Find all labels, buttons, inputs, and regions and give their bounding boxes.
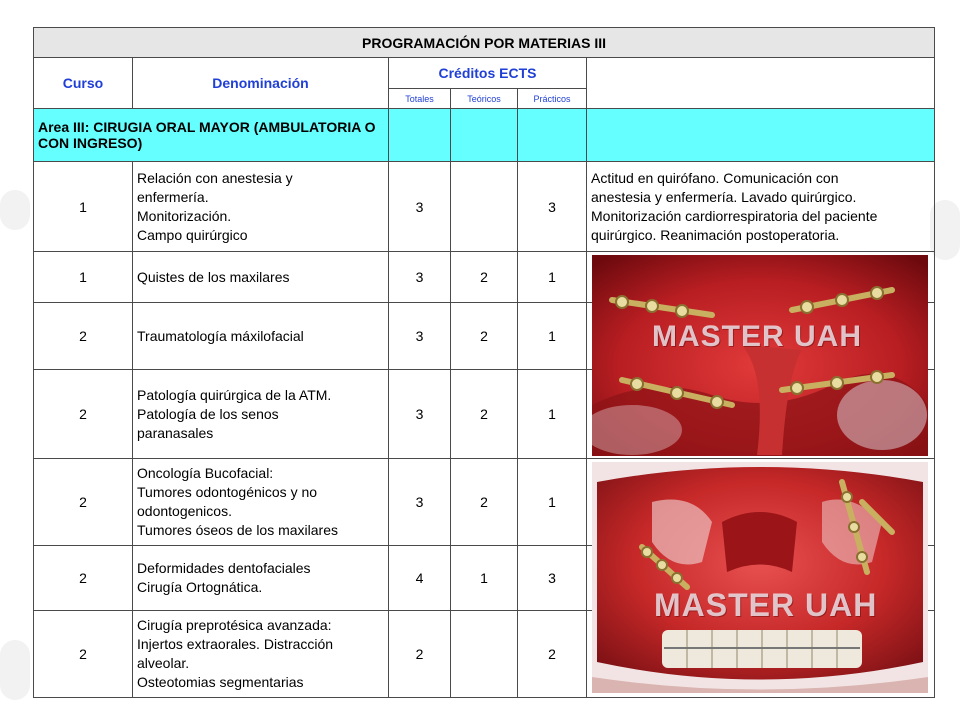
curso-cell: 2 [34,546,133,611]
denominacion-cell [133,459,389,546]
header-empty [587,58,935,109]
table-title: PROGRAMACIÓN POR MATERIAS III [34,28,935,58]
teoricos-cell: 2 [451,303,518,370]
background-watermark [0,640,30,700]
header-totales: Totales [389,89,451,109]
practicos-cell: 1 [518,303,587,370]
totales-cell: 3 [389,162,451,252]
denominacion-line: Campo quirúrgico [137,226,248,243]
area-cell [518,109,587,162]
area-cell [389,109,451,162]
area-title: Area III: CIRUGIA ORAL MAYOR (AMBULATORIA O CON INGRESO) [34,109,389,162]
denominacion-line: alveolar. [137,655,190,671]
curso-cell: 2 [34,303,133,370]
denominacion-line: odontogenicos. [137,503,232,519]
denominacion-line: Monitorización. [137,207,232,224]
curso-cell: 1 [34,252,133,303]
totales-cell: 2 [389,611,451,698]
denominacion-cell [133,370,389,459]
denominacion-line: Oncología Bucofacial: [137,465,274,481]
denominacion-line: Tumores óseos de los maxilares [137,522,339,538]
denominacion-cell [133,162,389,252]
teoricos-cell [451,611,518,698]
descripcion-line: quirúrgico. Reanimación postoperatoria. [591,226,840,243]
denominacion-cell [133,611,389,698]
denominacion-cell [133,546,389,611]
curso-cell: 2 [34,611,133,698]
teoricos-cell [451,162,518,252]
descripcion-line: Monitorización cardiorrespiratoria del paciente [591,207,878,224]
denominacion-line: enfermería. [137,188,209,205]
photo-watermark: MASTER UAH [652,320,862,353]
area-cell [587,109,935,162]
practicos-cell: 2 [518,611,587,698]
background-watermark [0,190,30,230]
header-teoricos: Teóricos [451,89,518,109]
surgical-photo-mouth [592,462,928,693]
header-denominacion: Denominación [133,58,389,109]
teoricos-cell: 2 [451,370,518,459]
denominacion-cell [133,252,389,303]
curso-cell: 2 [34,370,133,459]
denominacion-line: Osteotomias segmentarias [137,674,304,690]
curso-cell: 2 [34,459,133,546]
teoricos-cell: 2 [451,252,518,303]
denominacion-line: Tumores odontogénicos y no [137,484,318,500]
teoricos-cell: 1 [451,546,518,611]
practicos-cell: 3 [518,546,587,611]
area-cell [451,109,518,162]
denominacion-cell [133,303,389,370]
photo-watermark: MASTER UAH [654,587,878,623]
teoricos-cell: 2 [451,459,518,546]
denominacion-line: Deformidades dentofaciales [137,560,311,576]
descripcion-cell [587,162,935,252]
header-curso: Curso [34,58,133,109]
descripcion-line: anestesia y enfermería. Lavado quirúrgico. [591,188,857,205]
totales-cell: 4 [389,546,451,611]
totales-cell: 3 [389,370,451,459]
denominacion-line: paranasales [137,424,214,441]
totales-cell: 3 [389,303,451,370]
denominacion-line: Injertos extraorales. Distracción [137,636,334,652]
curso-cell: 1 [34,162,133,252]
practicos-cell: 1 [518,459,587,546]
table-row [34,162,935,252]
practicos-cell: 1 [518,252,587,303]
denominacion-line: Quistes de los maxilares [137,268,290,285]
denominacion-line: Cirugía Ortognática. [137,579,263,595]
denominacion-line: Relación con anestesia y [137,169,293,186]
practicos-cell: 3 [518,162,587,252]
practicos-cell: 1 [518,370,587,459]
header-practicos: Prácticos [518,89,587,109]
surgical-photo-plates [592,255,928,456]
totales-cell: 3 [389,459,451,546]
denominacion-line: Traumatología máxilofacial [137,327,304,344]
denominacion-line: Patología de los senos [137,405,279,422]
denominacion-line: Cirugía preprotésica avanzada: [137,617,332,633]
totales-cell: 3 [389,252,451,303]
denominacion-line: Patología quirúrgica de la ATM. [137,386,332,403]
descripcion-line: Actitud en quirófano. Comunicación con [591,169,839,186]
header-creditos: Créditos ECTS [389,58,587,89]
